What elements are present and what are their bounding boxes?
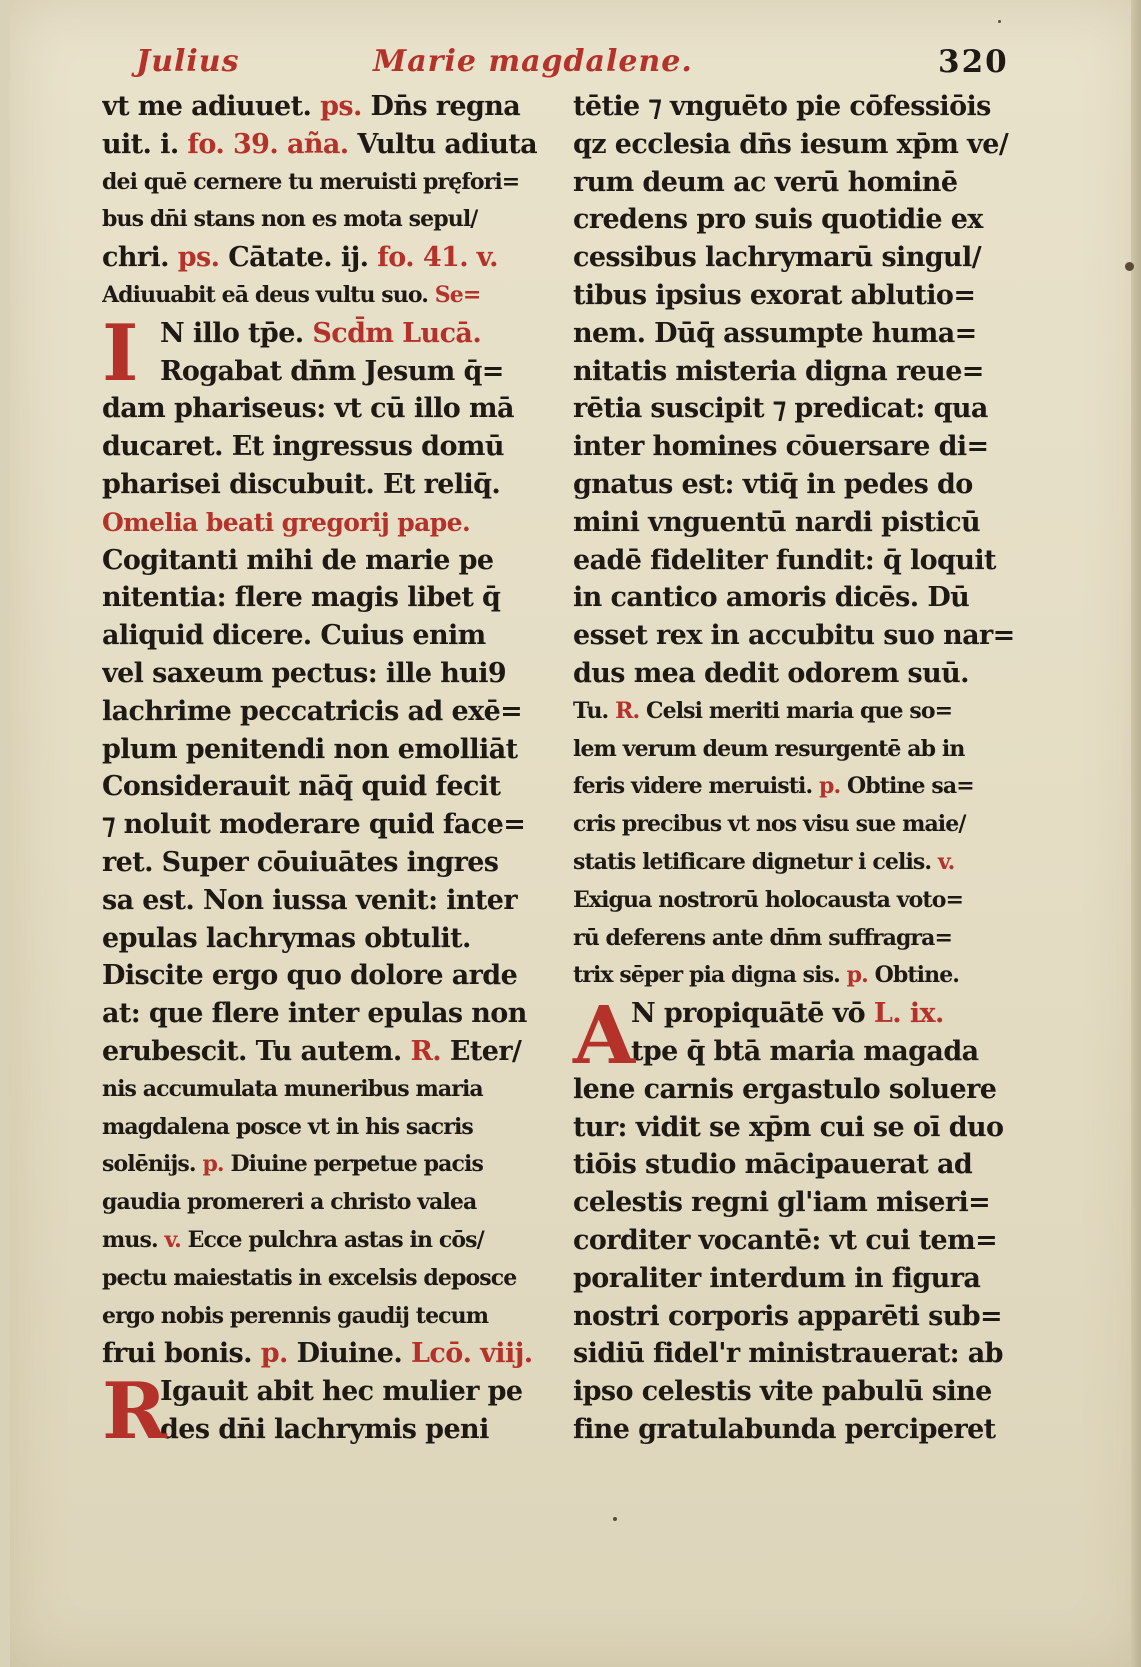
text-line <box>573 1146 1021 1184</box>
text-line <box>102 126 550 164</box>
body-text: Discite ergo quo dolore arde <box>102 960 518 992</box>
body-text: Dn̄s regna <box>361 91 521 122</box>
text-line <box>102 655 550 693</box>
body-text: frui bonis. <box>102 1338 261 1370</box>
text-line <box>573 579 1021 617</box>
text-line <box>102 390 550 428</box>
rubric-text: Lcō. viij. <box>410 1338 533 1370</box>
body-text: ergo nobis perennis gaudij tecum <box>102 1302 489 1329</box>
text-line <box>102 1222 550 1260</box>
text-line <box>573 1222 1021 1260</box>
body-text: statis letificare dignetur i celis. <box>573 848 938 875</box>
text-line <box>102 579 550 617</box>
rubric-text: p. <box>818 773 841 800</box>
body-text: fine gratulabunda perciperet <box>573 1413 996 1445</box>
body-text: mus. <box>102 1226 165 1253</box>
text-line <box>573 1184 1021 1222</box>
body-text: tētie ⁊ vnguēto pie cōfessiōis <box>573 91 991 122</box>
text-line <box>573 1373 1021 1411</box>
text-line <box>573 126 1021 164</box>
body-text: plum penitendi non emolliāt <box>102 733 518 765</box>
text-line <box>102 1146 550 1184</box>
body-text: N illo tp̄e. <box>160 317 313 349</box>
body-text: sa est. Non iussa venit: inter <box>102 884 518 916</box>
body-text: Exigua nostrorū holocausta voto= <box>573 886 963 913</box>
text-line <box>573 655 1021 693</box>
body-text: vel saxeum pectus: ille hui9 <box>102 657 507 689</box>
text-line <box>573 1260 1021 1298</box>
text-line <box>573 201 1021 239</box>
running-header <box>128 44 1028 90</box>
text-line <box>102 88 550 126</box>
text-line <box>102 768 550 806</box>
rubric-text: L. ix. <box>873 998 944 1030</box>
text-line <box>573 920 1021 958</box>
header-month: Julius <box>136 44 240 79</box>
folio-number: 320 <box>938 44 1009 80</box>
text-line <box>573 239 1021 277</box>
text-line <box>102 693 550 731</box>
text-line <box>102 1109 550 1147</box>
text-line <box>573 1071 1021 1109</box>
text-line <box>573 1033 1021 1071</box>
body-text: N propiquātē vō <box>631 998 874 1030</box>
rubric-text: fo. 41. v. <box>377 242 498 274</box>
rubric-text: p. <box>846 962 868 989</box>
text-line <box>573 1109 1021 1147</box>
body-text: Cātate. ij. <box>219 242 378 274</box>
text-line <box>102 315 550 353</box>
body-text: feris videre meruisti. <box>573 773 819 800</box>
text-line <box>102 1033 550 1071</box>
body-text: des dn̄i lachrymis peni <box>160 1413 489 1445</box>
body-text: cris precibus vt nos visu sue maie/ <box>573 811 966 838</box>
text-line <box>102 957 550 995</box>
body-text: pectu maiestatis in excelsis deposce <box>102 1264 517 1291</box>
body-text: qz ecclesia dn̄s iesum xp̄m ve/ <box>573 128 1009 160</box>
text-line <box>102 995 550 1033</box>
text-line <box>573 88 1021 126</box>
text-line <box>102 239 550 277</box>
body-text: dei quē cernere tu meruisti pręfori= <box>102 168 520 195</box>
body-text: uit. i. <box>102 128 188 160</box>
text-line <box>573 768 1021 806</box>
text-line <box>102 164 550 202</box>
body-text: Diuine. <box>287 1338 411 1370</box>
body-text: esset rex in accubitu suo nar= <box>573 620 1015 652</box>
body-text: ipso celestis vite pabulū sine <box>573 1376 992 1408</box>
body-text: Cogitanti mihi de marie pe <box>102 544 494 576</box>
initial-glyph: R <box>102 1366 167 1458</box>
rubric-text: R. <box>615 697 640 724</box>
body-text: mini vnguentū nardi pisticū <box>573 506 981 538</box>
text-line <box>102 504 550 542</box>
text-line <box>573 1335 1021 1373</box>
text-line <box>102 806 550 844</box>
rubric-text: p. <box>202 1151 224 1178</box>
rubric-text: Se= <box>434 281 481 308</box>
body-text: magdalena posce vt in his sacris <box>102 1113 473 1140</box>
body-text: Considerauit nāq̄ quid fecit <box>102 771 501 803</box>
ink-speck <box>613 1517 617 1521</box>
text-line <box>573 428 1021 466</box>
body-text: Tu. <box>573 697 616 724</box>
body-text: poraliter interdum in figura <box>573 1262 981 1294</box>
body-text: nitatis misteria digna reue= <box>573 355 984 387</box>
rubric-text: Scd̄m Lucā. <box>312 317 482 349</box>
text-line <box>102 466 550 504</box>
header-title: Marie magdalene. <box>373 44 693 79</box>
initial-glyph: I <box>102 307 139 399</box>
body-text: sidiū fidel'r ministrauerat: ab <box>573 1338 1003 1370</box>
text-line <box>573 1411 1021 1449</box>
body-text: Ecce pulchra astas in cōs/ <box>180 1226 484 1253</box>
body-text: dam phariseus: vt cū illo mā <box>102 393 514 425</box>
right-column <box>573 88 1021 1449</box>
body-text: nostri corporis apparēti sub= <box>573 1300 1003 1332</box>
body-text: eadē fideliter fundit: q̄ loquit <box>573 544 996 576</box>
body-text: ⁊ noluit moderare quid face= <box>102 809 526 841</box>
body-text: trix sēper pia digna sis. <box>573 962 847 989</box>
page-edge <box>1131 0 1141 1667</box>
text-line <box>102 1260 550 1298</box>
rubric-text: fo. 39. aña. <box>187 128 349 160</box>
body-text: bus dn̄i stans non es mota sepul/ <box>102 206 478 233</box>
body-text: Igauit abit hec mulier pe <box>160 1376 523 1408</box>
text-line <box>102 920 550 958</box>
body-text: gaudia promereri a christo valea <box>102 1189 477 1216</box>
rubric-text: ps. <box>320 91 362 122</box>
body-text: corditer vocantē: vt cui tem= <box>573 1224 998 1256</box>
text-line <box>102 1298 550 1336</box>
body-text: Rogabat dn̄m Jesum q̄= <box>160 355 504 387</box>
body-text: chri. <box>102 242 178 274</box>
body-text: tpe q̄ btā maria magada <box>631 1035 979 1067</box>
body-text: epulas lachrymas obtulit. <box>102 922 471 954</box>
rubric-text: p. <box>260 1338 288 1370</box>
text-line <box>573 617 1021 655</box>
body-text: Diuine perpetue pacis <box>223 1151 483 1178</box>
body-text: pharisei discubuit. Et reliq̄. <box>102 468 501 500</box>
body-text: lene carnis ergastulo soluere <box>573 1073 997 1105</box>
body-text: aliquid dicere. Cuius enim <box>102 620 486 652</box>
body-text: vt me adiuuet. <box>102 91 321 122</box>
text-line <box>573 353 1021 391</box>
text-line <box>573 957 1021 995</box>
text-line <box>102 428 550 466</box>
text-line <box>102 353 550 391</box>
body-text: dus mea dedit odorem suū. <box>573 657 969 689</box>
body-text: tibus ipsius exorat ablutio= <box>573 279 976 311</box>
body-text: gnatus est: vtiq̄ in pedes do <box>573 468 973 500</box>
body-text: lem verum deum resurgentē ab in <box>573 735 965 762</box>
text-line <box>573 844 1021 882</box>
text-line <box>102 882 550 920</box>
text-line <box>573 1298 1021 1336</box>
body-text: rētia suscipit ⁊ predicat: qua <box>573 393 988 425</box>
text-line <box>573 995 1021 1033</box>
body-text: nitentia: flere magis libet q̄ <box>102 582 501 614</box>
text-line <box>573 466 1021 504</box>
text-line <box>573 277 1021 315</box>
body-text: Celsi meriti maria que so= <box>639 697 953 724</box>
text-line <box>573 806 1021 844</box>
text-line <box>102 617 550 655</box>
text-line <box>102 542 550 580</box>
body-text: Eter/ <box>441 1035 522 1067</box>
rubric-text: R. <box>410 1035 442 1067</box>
body-text: rū deferens ante dn̄m suffragra= <box>573 924 953 951</box>
text-line <box>102 1411 550 1449</box>
text-line <box>102 201 550 239</box>
left-column <box>102 88 550 1458</box>
text-line <box>102 1335 550 1373</box>
text-line <box>102 1373 550 1411</box>
text-line <box>573 693 1021 731</box>
text-line <box>573 164 1021 202</box>
body-text: Obtine sa= <box>840 773 974 800</box>
text-line <box>573 504 1021 542</box>
body-text: cessibus lachrymarū singul/ <box>573 242 981 274</box>
text-line <box>102 844 550 882</box>
body-text: ducaret. Et ingressus domū <box>102 431 504 463</box>
rubric-text: Omelia beati gregorij pape. <box>102 507 471 537</box>
text-line <box>102 731 550 769</box>
body-text: inter homines cōuersare di= <box>573 431 989 463</box>
ink-speck <box>1125 262 1134 271</box>
text-line <box>102 1184 550 1222</box>
body-text: Vultu adiuta <box>348 128 538 160</box>
body-text: in cantico amoris dicēs. Dū <box>573 582 970 614</box>
text-line <box>573 542 1021 580</box>
body-text: Adiuuabit eā deus vultu suo. <box>102 281 435 308</box>
body-text: at: que flere inter epulas non <box>102 998 527 1030</box>
body-text: erubescit. Tu autem. <box>102 1035 411 1067</box>
text-line <box>102 1071 550 1109</box>
text-line <box>573 731 1021 769</box>
body-text: ret. Super cōuiuātes ingres <box>102 846 499 878</box>
text-line <box>573 390 1021 428</box>
body-text: rum deum ac verū hominē <box>573 166 958 198</box>
body-text: Obtine. <box>867 962 960 989</box>
body-text: tur: vidit se xp̄m cui se oī duo <box>573 1111 1004 1143</box>
text-line <box>573 315 1021 353</box>
page <box>10 0 1141 1667</box>
ink-speck <box>998 20 1001 23</box>
body-text: celestis regni gl'iam miseri= <box>573 1187 991 1219</box>
text-line <box>573 882 1021 920</box>
body-text: nis accumulata muneribus maria <box>102 1075 483 1102</box>
rubric-text: v. <box>937 848 955 875</box>
body-text: lachrime peccatricis ad exē= <box>102 695 523 727</box>
rubric-text: ps. <box>177 242 220 274</box>
body-text: credens pro suis quotidie ex <box>573 204 983 236</box>
body-text: solēnijs. <box>102 1151 203 1178</box>
text-line <box>102 277 550 315</box>
body-text: tiōis studio mācipauerat ad <box>573 1149 973 1181</box>
rubric-text: v. <box>164 1226 181 1253</box>
body-text: nem. Dūq̄ assumpte huma= <box>573 317 977 349</box>
initial-glyph: A <box>573 988 636 1083</box>
